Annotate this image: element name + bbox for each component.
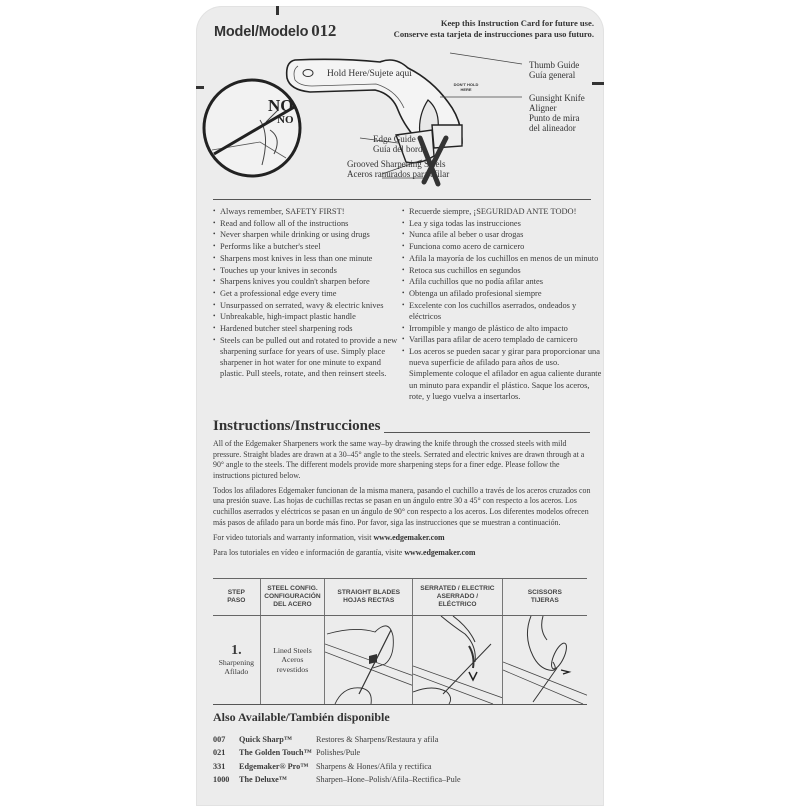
no-small-label: NO bbox=[277, 114, 294, 126]
product-name: Quick Sharp™ bbox=[239, 735, 293, 744]
steps-table bbox=[213, 578, 587, 705]
product-name: Edgemaker® Pro™ bbox=[239, 761, 309, 771]
instructions-heading: Instructions/Instrucciones bbox=[213, 418, 381, 434]
website-link[interactable]: www.edgemaker.com bbox=[373, 532, 445, 542]
feature-item: • Afila la mayoría de los cuchillos en menos de un minuto bbox=[402, 253, 602, 264]
features-english bbox=[213, 206, 398, 380]
dont-hold-here-label: DON'T HOLD HERE bbox=[453, 82, 479, 92]
edge-guide-en: Edge Guide bbox=[373, 134, 416, 144]
step-number: 1. bbox=[231, 642, 242, 658]
feature-item: • Get a professional edge every time bbox=[213, 288, 398, 299]
website-link[interactable]: www.edgemaker.com bbox=[404, 547, 476, 557]
feature-item: • Sharpens most knives in less than one minute bbox=[213, 253, 398, 264]
steels-en: Grooved Sharpening Steels bbox=[347, 159, 446, 169]
product-name: The Golden Touch™ bbox=[239, 748, 312, 758]
straight-blade-illustration-icon bbox=[325, 616, 412, 704]
feature-item: • Hardened butcher steel sharpening rods bbox=[213, 323, 398, 334]
steels-es: Aceros ranurados para afilar bbox=[347, 169, 450, 179]
serrated-illustration-cell bbox=[413, 616, 502, 705]
scissors-illustration-cell bbox=[502, 616, 587, 705]
thumb-guide-es: Guía general bbox=[529, 70, 576, 80]
gunsight-label bbox=[529, 93, 585, 133]
model-title bbox=[214, 21, 336, 41]
feature-item: • Always remember, SAFETY FIRST! bbox=[213, 206, 398, 217]
steel-config-cell bbox=[260, 616, 325, 705]
serrated-knife-illustration-icon bbox=[413, 616, 501, 704]
divider-top bbox=[213, 199, 591, 200]
config-en: Lined Steels bbox=[273, 645, 312, 655]
straight-blade-illustration-cell bbox=[325, 616, 413, 705]
table-header-row bbox=[213, 579, 587, 616]
keep-note-es: Conserve esta tarjeta de instrucciones para uso futuro. bbox=[393, 29, 594, 39]
product-code: 1000 bbox=[213, 775, 230, 785]
video-info-es bbox=[213, 548, 591, 559]
product-name: The Deluxe™ bbox=[239, 775, 287, 785]
instructions-para-es: Todos los afiladores Edgemaker funcionan de la misma manera, pasando el cuchillo a través de los aceros cruzados con una presión suave. Las hojas de cuchillas rectas se pasan en un ángulo entre 30 a 45° con respecto a los aceros. Los cuchillos aserrados y eléctricos se pasan en un ángulo de 90° con respecto a los aceros. Los diferentes modelos ofrecen más pasos de afilado para un borde más fino. Por favor, siga las instrucciones que se muestran a continuación. bbox=[213, 485, 591, 527]
feature-item: • Lea y siga todas las instrucciones bbox=[402, 218, 602, 229]
feature-item: • Sharpens knives you couldn't sharpen before bbox=[213, 276, 398, 287]
features-spanish bbox=[402, 206, 602, 402]
feature-item: • Read and follow all of the instructions bbox=[213, 218, 398, 229]
also-available-list bbox=[213, 733, 461, 787]
step-cell bbox=[213, 616, 260, 705]
product-code: 331 bbox=[213, 761, 226, 771]
cut-mark-top bbox=[276, 6, 279, 15]
product-desc: Sharpens & Hones/Afila y rectifica bbox=[316, 761, 432, 771]
gunsight-es-2: del alineador bbox=[529, 123, 576, 133]
feature-item: • Nunca afile al beber o usar drogas bbox=[402, 229, 602, 240]
header-step: STEP PASO bbox=[213, 579, 260, 616]
video-text-en: For video tutorials and warranty information, visit bbox=[213, 532, 372, 542]
gunsight-en-1: Gunsight Knife bbox=[529, 93, 585, 103]
model-label: Model/Modelo bbox=[214, 24, 309, 40]
product-code: 021 bbox=[213, 748, 226, 758]
feature-item: • Recuerde siempre, ¡SEGURIDAD ANTE TODO! bbox=[402, 206, 602, 217]
scissors-illustration-icon bbox=[503, 616, 587, 704]
feature-item: • Unsurpassed on serrated, wavy & electric knives bbox=[213, 300, 398, 311]
product-desc: Sharpen–Hone–Polish/Afila–Rectifica–Pule bbox=[316, 775, 461, 785]
heading-underline bbox=[384, 432, 590, 433]
product-row bbox=[213, 746, 461, 759]
config-es-2: revestidos bbox=[276, 664, 309, 674]
header-serrated: SERRATED / ELECTRIC ASERRADO / ELÉCTRICO bbox=[413, 579, 502, 616]
feature-item: • Steels can be pulled out and rotated to provide a new sharpening surface for years of use. Simply place sharpener in hot water for one minute to expand plastic. Pull steels, rotate, and then reinsert steels. bbox=[213, 335, 398, 380]
video-text-es: Para los tutoriales en vídeo e información de garantía, visite bbox=[213, 547, 403, 557]
feature-item: • Retoca sus cuchillos en segundos bbox=[402, 265, 602, 276]
gunsight-es-1: Punto de mira bbox=[529, 113, 580, 123]
product-row bbox=[213, 760, 461, 773]
no-prohibited-icon bbox=[204, 80, 300, 176]
edge-guide-label bbox=[373, 134, 426, 154]
table-row bbox=[213, 616, 587, 705]
feature-item: • Touches up your knives in seconds bbox=[213, 265, 398, 276]
video-info-en bbox=[213, 533, 591, 544]
step-label-es: Afilado bbox=[224, 667, 249, 676]
also-available-heading: Also Available/También disponible bbox=[213, 710, 390, 724]
sharpener-diagram bbox=[200, 50, 600, 195]
feature-item: • Obtenga un afilado profesional siempre bbox=[402, 288, 602, 299]
feature-item: • Afila cuchillos que no podía afilar antes bbox=[402, 276, 602, 287]
product-desc: Restores & Sharpens/Restaura y afila bbox=[316, 735, 439, 744]
step-label-en: Sharpening bbox=[218, 657, 255, 667]
product-desc: Polishes/Pule bbox=[316, 748, 361, 758]
thumb-guide-en: Thumb Guide bbox=[529, 60, 580, 70]
steels-label bbox=[347, 159, 449, 179]
header-straight-blades: STRAIGHT BLADES HOJAS RECTAS bbox=[325, 579, 413, 616]
header-steel-config: STEEL CONFIG. CONFIGURACIÓN DEL ACERO bbox=[260, 579, 325, 616]
keep-note-en: Keep this Instruction Card for future use. bbox=[440, 18, 594, 28]
instructions-para-en: All of the Edgemaker Sharpeners work the same way–by drawing the knife through the crossed steels with mild pressure. Straight blades are drawn at a 30–45° angle to the steels. Serrated and electric knives are drawn through at a 90° angle to the steels. The different models provide more sharpening steps for a finer edge. Please follow the instructions pictured below. bbox=[213, 439, 585, 480]
keep-card-note bbox=[394, 18, 594, 40]
product-row bbox=[213, 733, 461, 746]
gunsight-en-2: Aligner bbox=[529, 103, 557, 113]
model-number: 012 bbox=[311, 21, 337, 40]
feature-item: • Los aceros se pueden sacar y girar para proporcionar una nueva superficie de afilado para años de uso. Simplemente coloque el afilador en agua caliente durante un minuto para expandir el plástico. Saque los aceros, rote, y luego vuelva a insertarlos. bbox=[402, 346, 602, 402]
hold-here-label: Hold Here/Sujete aquí bbox=[327, 69, 412, 79]
feature-item: • Excelente con los cuchillos aserrados, ondeados y eléctricos bbox=[402, 300, 602, 322]
feature-item: • Varillas para afilar de acero templado de carnicero bbox=[402, 334, 602, 345]
feature-item: • Performs like a butcher's steel bbox=[213, 241, 398, 252]
edge-guide-es: Guía del borde bbox=[373, 144, 427, 154]
product-code: 007 bbox=[213, 735, 226, 744]
feature-item: • Unbreakable, high-impact plastic handle bbox=[213, 311, 398, 322]
feature-item: • Funciona como acero de carnicero bbox=[402, 241, 602, 252]
feature-item: • Irrompible y mango de plástico de alto impacto bbox=[402, 323, 602, 334]
config-es-1: Aceros bbox=[281, 655, 304, 665]
header-scissors: SCISSORS TIJERAS bbox=[502, 579, 587, 616]
instructions-body bbox=[213, 439, 591, 563]
feature-item: • Never sharpen while drinking or using drugs bbox=[213, 229, 398, 240]
thumb-guide-label bbox=[529, 60, 579, 80]
product-row bbox=[213, 773, 461, 786]
no-big-label: NO bbox=[268, 96, 294, 115]
